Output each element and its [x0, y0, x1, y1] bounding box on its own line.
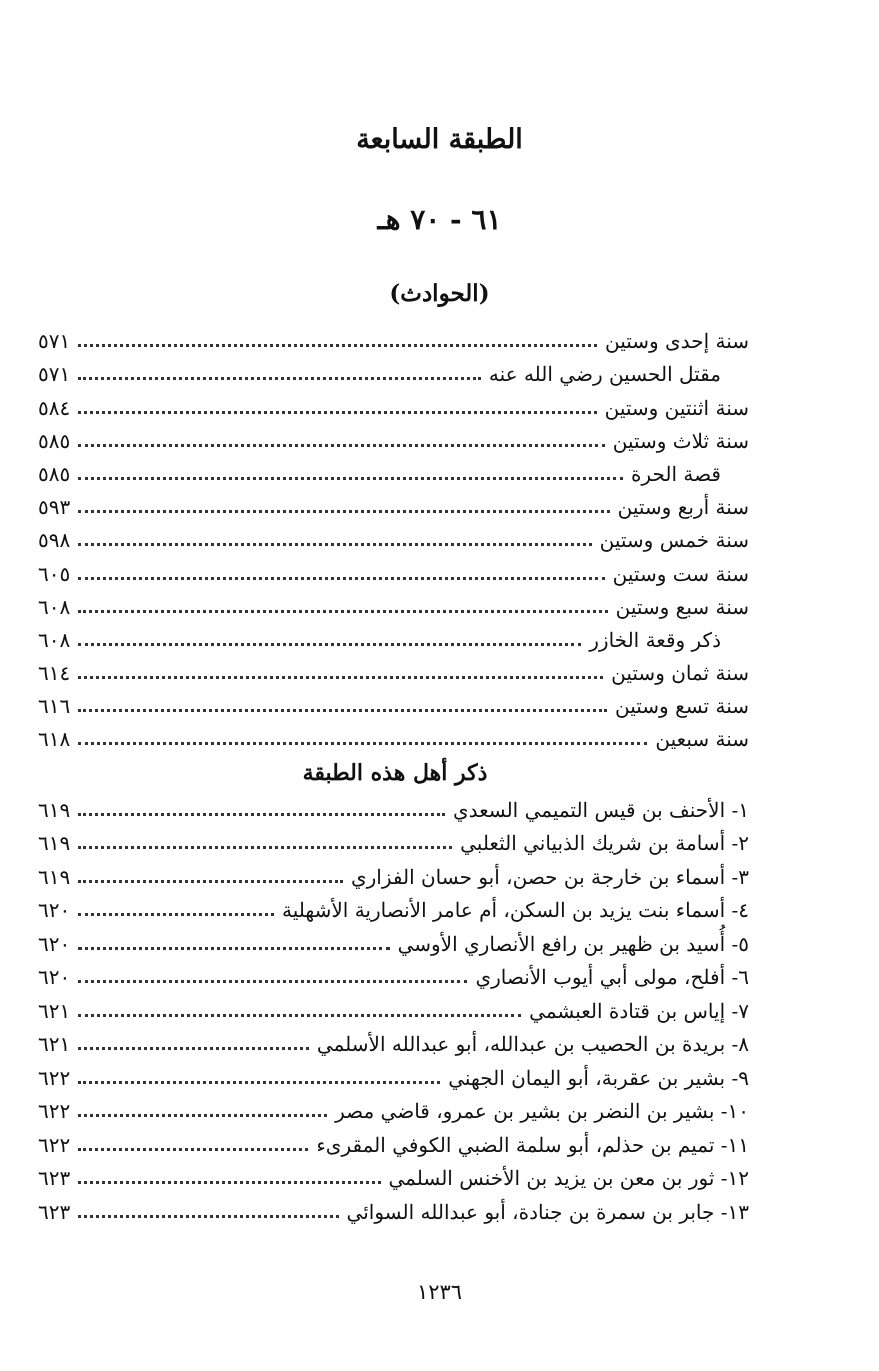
dot-leader	[78, 510, 609, 513]
person-entry	[38, 1090, 749, 1124]
person-entry	[38, 889, 749, 923]
events-toc	[38, 320, 749, 751]
entry-page: ٥٨٥	[38, 461, 71, 486]
event-entry	[38, 320, 749, 353]
entry-title: ٦- أفلح، مولى أبي أيوب الأنصاري	[475, 965, 749, 989]
event-entry	[38, 685, 749, 718]
entry-page: ٦٢١	[38, 1032, 71, 1056]
person-entry	[38, 1123, 749, 1157]
people-toc	[38, 788, 749, 1224]
dot-leader	[78, 913, 274, 916]
dot-leader	[78, 1047, 309, 1050]
event-entry	[38, 652, 749, 685]
events-heading: (الحوادث)	[389, 280, 490, 307]
event-entry	[38, 619, 749, 652]
entry-title: ١٣- جابر بن سمرة بن جنادة، أبو عبدالله السوائي	[346, 1199, 749, 1224]
dot-leader	[78, 709, 607, 712]
entry-title: ٧- إياس بن قتادة العبشمي	[529, 998, 749, 1023]
event-entry	[38, 486, 749, 519]
dot-leader	[78, 377, 481, 380]
entry-title: ١٠- بشير بن النضر بن بشير بن عمرو، قاضي مصر	[335, 1099, 749, 1123]
dot-leader	[78, 344, 597, 347]
entry-title: سنة خمس وستين	[599, 528, 749, 553]
entry-title: قصة الحرة	[630, 461, 721, 486]
entry-title: ٩- بشير بن عقربة، أبو اليمان الجهني	[448, 1065, 749, 1090]
entry-title: سنة ثلاث وستين	[612, 428, 749, 453]
dot-leader	[78, 411, 596, 414]
entry-page: ٦٢٣	[38, 1166, 71, 1190]
event-entry	[38, 420, 749, 453]
entry-title: سنة اثنتين وستين	[604, 395, 749, 420]
entry-page: ٦٠٨	[38, 594, 71, 619]
entry-page: ٦١٩	[38, 831, 71, 855]
entry-page: ٥٧١	[38, 362, 71, 387]
entry-page: ٥٩٣	[38, 495, 71, 520]
person-entry	[38, 1190, 749, 1224]
person-entry	[38, 989, 749, 1023]
entry-page: ٦٢٠	[38, 965, 71, 989]
entry-title: ٢- أسامة بن شريك الذبياني الثعلبي	[460, 831, 749, 855]
person-entry	[38, 855, 749, 889]
entry-page: ٦٢٣	[38, 1199, 71, 1224]
dot-leader	[78, 1014, 521, 1017]
event-entry	[38, 453, 749, 486]
entry-title: سنة ست وستين	[612, 561, 749, 586]
dot-leader	[78, 577, 604, 580]
person-entry	[38, 788, 749, 822]
entry-title: سنة أربع وستين	[617, 495, 749, 520]
page-title: الطبقة السابعة	[356, 124, 523, 155]
entry-page: ٦٢١	[38, 998, 71, 1023]
dot-leader	[78, 477, 623, 480]
entry-page: ٥٨٥	[38, 428, 71, 453]
event-entry	[38, 386, 749, 419]
event-entry	[38, 552, 749, 585]
entry-page: ٦١٤	[38, 661, 71, 686]
person-entry	[38, 1023, 749, 1057]
person-entry	[38, 822, 749, 856]
entry-page: ٥٩٨	[38, 528, 71, 553]
entry-page: ٦١٦	[38, 694, 71, 719]
entry-title: سنة إحدى وستين	[604, 329, 749, 354]
entry-title: ١١- تميم بن حذلم، أبو سلمة الضبي الكوفي المقرىء	[316, 1132, 749, 1157]
dot-leader	[78, 444, 604, 447]
dot-leader	[78, 610, 607, 613]
people-heading: ذكر أهل هذه الطبقة	[302, 760, 488, 786]
entry-title: ٣- أسماء بن خارجة بن حصن، أبو حسان الفزاري	[350, 864, 749, 889]
entry-title: ١٢- ثور بن معن بن يزيد بن الأخنس السلمي	[388, 1166, 749, 1190]
event-entry	[38, 353, 749, 386]
dot-leader	[78, 1215, 338, 1218]
event-entry	[38, 586, 749, 619]
entry-title: ٨- بريدة بن الحصيب بن عبدالله، أبو عبدالله الأسلمي	[316, 1032, 749, 1056]
dot-leader	[78, 880, 343, 883]
era-range: ٦١ - ٧٠ هـ	[377, 203, 502, 236]
dot-leader	[78, 980, 467, 983]
dot-leader	[78, 676, 603, 679]
entry-page: ٦١٩	[38, 797, 71, 822]
entry-page: ٦٢٢	[38, 1099, 71, 1123]
entry-page: ٦٢٢	[38, 1132, 71, 1157]
entry-title: ذكر وقعة الخازر	[589, 627, 721, 652]
person-entry	[38, 922, 749, 956]
event-entry	[38, 519, 749, 552]
dot-leader	[78, 1181, 380, 1184]
dot-leader	[78, 543, 591, 546]
entry-page: ٦٠٥	[38, 561, 71, 586]
dot-leader	[78, 1148, 308, 1151]
dot-leader	[78, 643, 581, 646]
person-entry	[38, 1056, 749, 1090]
entry-title: مقتل الحسين رضي الله عنه	[488, 362, 721, 387]
entry-title: سنة تسع وستين	[615, 694, 749, 719]
entry-title: سنة ثمان وستين	[611, 661, 749, 686]
entry-page: ٦١٨	[38, 727, 71, 752]
page-number: ١٢٣٦	[416, 1280, 463, 1304]
dot-leader	[78, 1114, 327, 1117]
entry-page: ٦٢٠	[38, 931, 71, 956]
entry-title: سنة سبع وستين	[615, 594, 749, 619]
dot-leader	[78, 813, 445, 816]
dot-leader	[78, 742, 647, 745]
entry-title: ٤- أسماء بنت يزيد بن السكن، أم عامر الأنصارية الأشهلية	[282, 898, 749, 922]
entry-page: ٦١٩	[38, 864, 71, 889]
entry-page: ٦٢٢	[38, 1065, 71, 1090]
entry-page: ٥٨٤	[38, 395, 71, 420]
person-entry	[38, 956, 749, 990]
dot-leader	[78, 947, 389, 950]
entry-title: ٥- أُسيد بن ظهير بن رافع الأنصاري الأوسي	[397, 931, 749, 956]
dot-leader	[78, 1081, 440, 1084]
entry-page: ٥٧١	[38, 329, 71, 354]
entry-title: ١- الأحنف بن قيس التميمي السعدي	[452, 797, 749, 822]
entry-title: سنة سبعين	[655, 727, 749, 752]
dot-leader	[78, 846, 452, 849]
event-entry	[38, 718, 749, 751]
entry-page: ٦٢٠	[38, 898, 71, 922]
person-entry	[38, 1157, 749, 1191]
entry-page: ٦٠٨	[38, 627, 71, 652]
